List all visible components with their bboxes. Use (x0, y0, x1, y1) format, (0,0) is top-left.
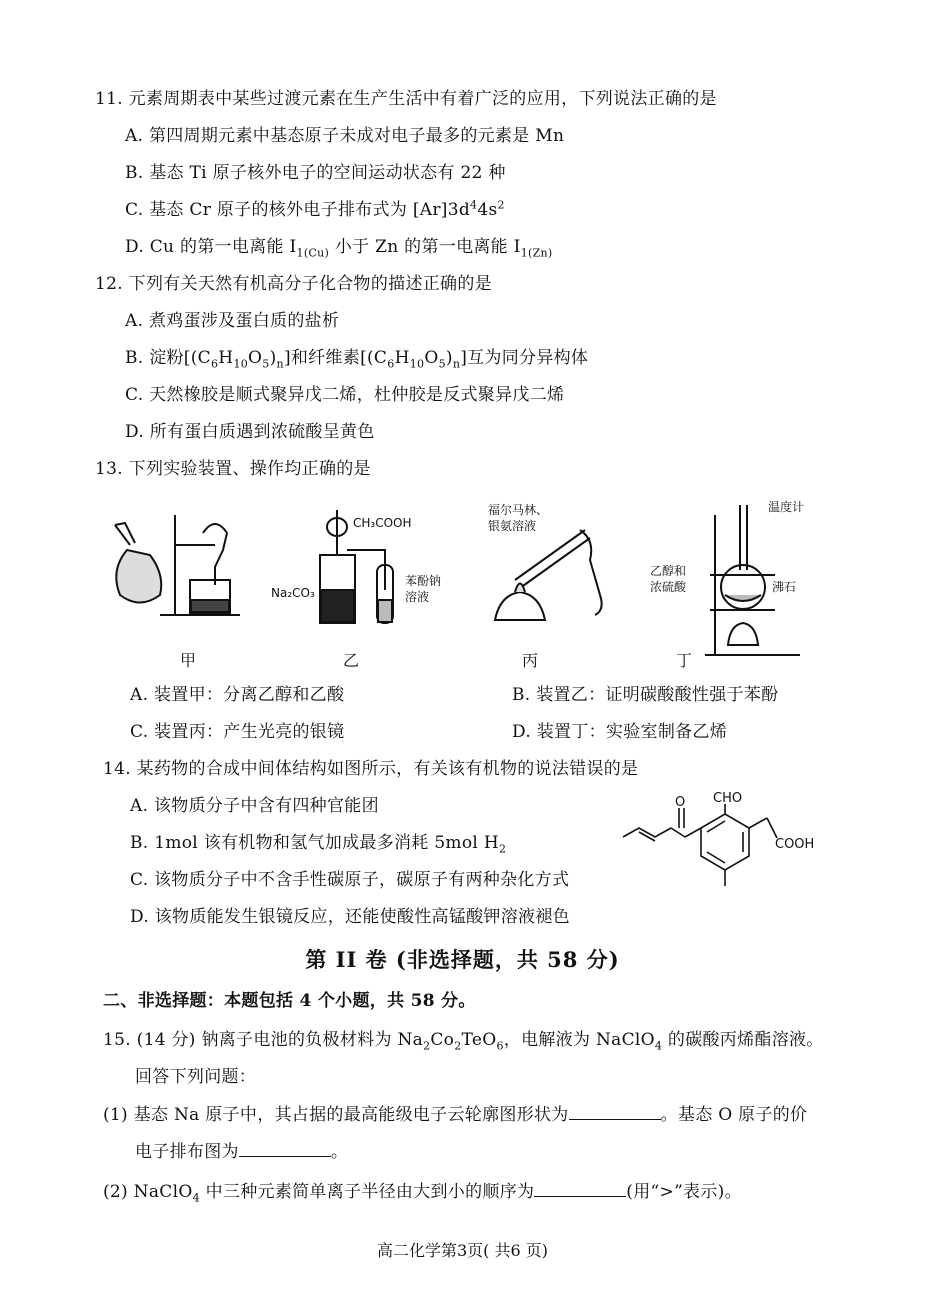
apparatus-jia-figure (105, 505, 245, 625)
q11-option-b: B. 基态 Ti 原子核外电子的空间运动状态有 22 种 (125, 163, 506, 183)
q11-stem: 11. 元素周期表中某些过渡元素在生产生活中有着广泛的应用，下列说法正确的是 (95, 89, 717, 109)
apparatus-label-yi: 乙 (343, 651, 360, 670)
q13-stem: 13. 下列实验装置、操作均正确的是 (95, 459, 371, 479)
q15-line2: 回答下列问题： (135, 1067, 257, 1087)
q15-part1: (1) 基态 Na 原子中，其占据的最高能级电子云轮廓图形状为 。基态 O 原子的价 (103, 1105, 808, 1125)
q13-option-a: A. 装置甲：分离乙醇和乙酸 (130, 685, 345, 705)
answer-blank-2[interactable] (239, 1140, 331, 1157)
q14-option-a: A. 该物质分子中含有四种官能团 (130, 796, 379, 816)
apparatus-label-bing: 丙 (522, 651, 539, 670)
answer-blank-1[interactable] (569, 1103, 661, 1120)
ding-reagent-label-1: 乙醇和 (650, 564, 687, 578)
q14-structure-figure (615, 790, 835, 905)
section-ii-title: 第 II 卷 (非选择题，共 58 分) (305, 947, 620, 972)
q12-option-a: A. 煮鸡蛋涉及蛋白质的盐析 (125, 311, 340, 331)
struct-cooh-label: COOH (775, 837, 815, 852)
q11-option-a: A. 第四周期元素中基态原子未成对电子最多的元素是 Mn (125, 126, 565, 146)
struct-cho-label: CHO (713, 791, 743, 806)
q13-option-b: B. 装置乙：证明碳酸酸性强于苯酚 (512, 685, 779, 705)
answer-blank-3[interactable] (534, 1180, 626, 1197)
q12-option-d: D. 所有蛋白质遇到浓硫酸呈黄色 (125, 422, 375, 442)
q12-stem: 12. 下列有关天然有机高分子化合物的描述正确的是 (95, 274, 492, 294)
section-ii-heading: 二、非选择题：本题包括 4 个小题，共 58 分。 (103, 991, 476, 1011)
q12-option-b: B. 淀粉$[(C_6H_{10}O_5)_n]$和纤维素$[(C_6H_{10}O_5)_n]$互为同分异构体 (125, 348, 589, 371)
yi-phenol-label-1: 苯酚钠 (405, 574, 442, 588)
q11-option-d: D. Cu 的第一电离能 $I_{1(Cu)}$ 小于 Zn 的第一电离能 $I_{1(Zn)}$ (125, 237, 553, 260)
q15-part1-line2: 电子排布图为 。 (135, 1142, 349, 1162)
apparatus-label-jia: 甲 (180, 651, 197, 670)
q15-line1: 15. (14 分) 钠离子电池的负极材料为 $Na_2Co_2TeO_6$，电解液为 NaClO$_4$ 的碳酸丙烯酯溶液。 (103, 1030, 824, 1053)
q14-option-c: C. 该物质分子中不含手性碳原子，碳原子有两种杂化方式 (130, 870, 570, 890)
yi-phenol-label-2: 溶液 (405, 590, 430, 604)
yi-na2co3-label: Na₂CO₃ (271, 586, 315, 600)
struct-o-label: O (675, 795, 686, 810)
q13-option-c: C. 装置丙：产生光亮的银镜 (130, 722, 345, 742)
bing-label-1: 福尔马林、 (488, 503, 549, 517)
apparatus-bing-figure (480, 500, 630, 630)
bing-label-2: 银氨溶液 (488, 519, 537, 533)
q15-part2: (2) NaClO$_4$ 中三种元素简单离子半径由大到小的顺序为 (用“>”表示)。 (103, 1182, 742, 1205)
apparatus-label-ding: 丁 (676, 651, 693, 670)
yi-acid-label: CH₃COOH (353, 516, 412, 530)
ding-reagent-label-2: 浓硫酸 (650, 580, 687, 594)
page-footer: 高二化学第3页( 共6 页) (376, 1241, 549, 1260)
ding-stone-label: 沸石 (772, 580, 797, 594)
q13-option-d: D. 装置丁：实验室制备乙烯 (512, 722, 728, 742)
ding-thermometer-label: 温度计 (768, 500, 805, 514)
q14-option-d: D. 该物质能发生银镜反应，还能使酸性高锰酸钾溶液褪色 (130, 907, 570, 927)
q12-option-c: C. 天然橡胶是顺式聚异戊二烯，杜仲胶是反式聚异戊二烯 (125, 385, 565, 405)
q14-option-b: B. 1mol 该有机物和氢气加成最多消耗 5mol $H_2$ (130, 833, 507, 856)
q14-stem: 14. 某药物的合成中间体结构如图所示，有关该有机物的说法错误的是 (103, 759, 639, 779)
apparatus-ding-figure (650, 495, 825, 665)
q11-option-c: C. 基态 Cr 原子的核外电子排布式为 $[Ar]3d^44s^2$ (125, 198, 505, 220)
apparatus-yi-figure (265, 505, 455, 630)
